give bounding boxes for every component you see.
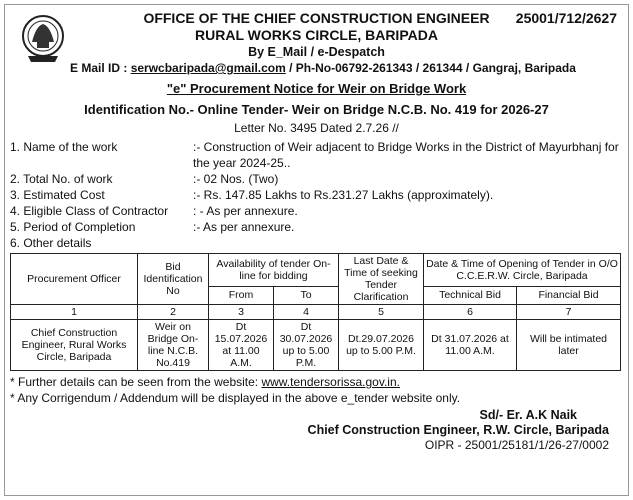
note-corrigendum: * Any Corrigendum / Addendum will be displayed in the above e_tender website only. [10,391,461,405]
state-emblem-icon [20,12,66,64]
column-number: 5 [339,305,424,320]
detail-value: : - As per annexure. [193,204,298,218]
column-number: 2 [138,305,209,320]
cell-last-date: Dt.29.07.2026 up to 5.00 P.M. [339,320,424,371]
office-title: OFFICE OF THE CHIEF CONSTRUCTION ENGINEER [143,10,490,26]
column-number: 1 [11,305,138,320]
phone-text: / Ph-No-06792-261343 / 261344 / Gangraj, Baripada [289,61,576,75]
note-website-text: * Further details can be seen from the website: [10,375,262,389]
column-number: 4 [274,305,339,320]
detail-label: 4. Eligible Class of Contractor [10,204,169,218]
oipr-number: OIPR - 25001/25181/1/26-27/0002 [424,438,609,452]
detail-value: :- Rs. 147.85 Lakhs to Rs.231.27 Lakhs (approximately). [193,188,494,202]
detail-value: :- 02 Nos. (Two) [193,172,279,186]
circle-title: RURAL WORKS CIRCLE, BARIPADA [195,27,438,43]
email-link[interactable]: serwcbaripada@gmail.com [130,61,286,75]
cell-to: Dt 30.07.2026 up to 5.00 P.M. [274,320,339,371]
header-last-date: Last Date & Time of seeking Tender Clarification [339,254,424,305]
detail-label: 5. Period of Completion [10,220,136,234]
signatory-name: Sd/- Er. A.K Naik [479,408,577,422]
header-financial-bid: Financial Bid [517,286,621,304]
header-availability: Availability of tender On-line for bidding [209,254,339,287]
cell-technical-bid: Dt 31.07.2026 at 11.00 A.M. [424,320,517,371]
detail-value: :- As per annexure. [193,220,295,234]
cell-financial-bid: Will be intimated later [517,320,621,371]
identification-number: Identification No.- Online Tender- Weir on Bridge N.C.B. No. 419 for 2026-27 [84,102,549,117]
cell-officer: Chief Construction Engineer, Rural Works Circle, Baripada [11,320,138,371]
header-to: To [274,286,339,304]
column-number: 6 [424,305,517,320]
header-opening: Date & Time of Opening of Tender in O/O C.C.E.R.W. Circle, Baripada [424,254,621,287]
email-label: E Mail ID : [70,61,128,75]
detail-label: 2. Total No. of work [10,172,113,186]
header-bid-identification: Bid Identification No [138,254,209,305]
cell-from: Dt 15.07.2026 at 11.00 A.M. [209,320,274,371]
despatch-line: By E_Mail / e-Despatch [248,45,385,59]
detail-label: 1. Name of the work [10,140,118,154]
column-number: 3 [209,305,274,320]
page-border [4,4,629,496]
cell-bid-id: Weir on Bridge On- line N.C.B. No.419 [138,320,209,371]
detail-value: :- Construction of Weir adjacent to Bridge Works in the District of Mayurbhanj for the year 2024-25.. [193,140,619,170]
website-link[interactable]: www.tendersorissa.gov.in. [261,375,400,389]
reference-number: 25001/712/2627 [515,10,617,26]
header-technical-bid: Technical Bid [424,286,517,304]
detail-label: 3. Estimated Cost [10,188,105,202]
header-from: From [209,286,274,304]
notice-title: "e" Procurement Notice for Weir on Bridge Work [166,81,467,96]
column-number: 7 [517,305,621,320]
signatory-designation: Chief Construction Engineer, R.W. Circle, Baripada [307,423,609,437]
letter-number: Letter No. 3495 Dated 2.7.26 // [234,121,399,135]
detail-label: 6. Other details [10,236,92,250]
header-procurement-officer: Procurement Officer [11,254,138,305]
